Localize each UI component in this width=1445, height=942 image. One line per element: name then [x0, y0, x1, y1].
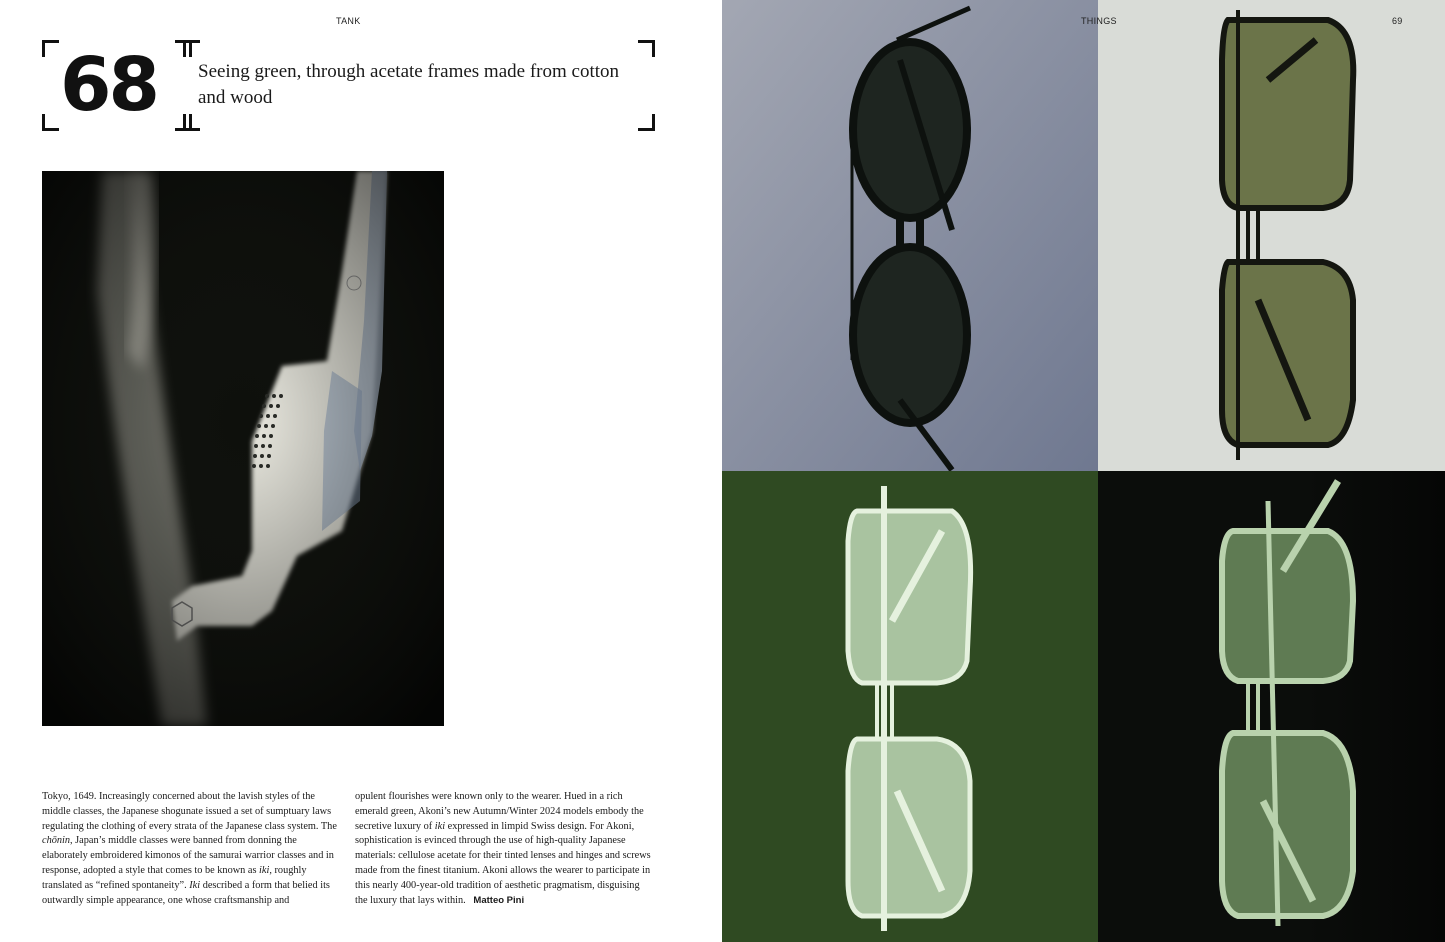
- photo-clear-frame: [722, 471, 1098, 942]
- photo-mint-frame: [1098, 471, 1445, 942]
- article-number: 68: [60, 42, 157, 128]
- running-head-right: THINGS: [1081, 16, 1117, 26]
- body-column-1: Tokyo, 1649. Increasingly concerned about the lavish styles of the middle classes, the Japanese shogunate issued a set of sumptuary laws regulating the clothing of every strata of the Japanese class system. The chōnin, Japan’s middle classes were banned from donning the elaborately embroidered kimonos of the samurai warrior classes and in response, adopted a style that comes to be known as iki, roughly translated as “refined spontaneity”. Iki described a form that belied its outwardly simple appearance, one whose craftsmanship and: [42, 791, 337, 906]
- photo-olive-frame: [1098, 0, 1445, 471]
- headline: Seeing green, through acetate frames made from cotton and wood: [198, 61, 619, 108]
- body-column-2: opulent flourishes were known only to the wearer. Hued in a rich emerald green, Akoni’s new Autumn/Winter 2024 models embody the secretive luxury of iki expressed in limpid Swiss design. For Akoni, sophistication is evinced through the use of high-quality Japanese materials: cellulose acetate for their tinted lenses and hinges and screws made from the finest titanium. Akoni allows the wearer to participate in this nearly 400-year-old tradition of aesthetic pragmatism, disguising the luxury that lays within. Matteo Pini: [355, 791, 651, 906]
- page-number: 69: [1392, 16, 1403, 26]
- author-byline: Matteo Pini: [473, 894, 525, 906]
- hinge-photo: [42, 171, 444, 726]
- running-head-left: TANK: [336, 16, 361, 26]
- photo-dark-frame: [722, 0, 1098, 471]
